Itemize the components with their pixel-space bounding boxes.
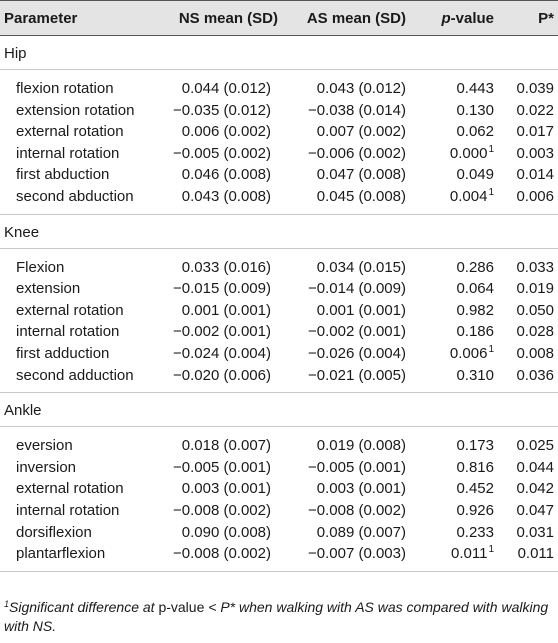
cell-as-mean: −0.014 (0.009) bbox=[308, 280, 406, 298]
cell-parameter: second adduction bbox=[16, 366, 134, 384]
p-value-text: 0.006 bbox=[449, 344, 488, 362]
cell-parameter: inversion bbox=[16, 458, 77, 476]
section-rows bbox=[0, 70, 558, 215]
header-p-rest: -value bbox=[450, 10, 494, 27]
table-row bbox=[0, 321, 558, 343]
significance-marker: 1 bbox=[488, 186, 494, 198]
cell-parameter: external rotation bbox=[16, 301, 124, 319]
p-value-text: 0.816 bbox=[456, 458, 494, 476]
p-value-text: 0.004 bbox=[449, 187, 488, 205]
cell-as-mean: 0.047 (0.008) bbox=[316, 166, 406, 184]
section-title: Hip bbox=[4, 45, 27, 62]
cell-p-value bbox=[456, 102, 494, 119]
table-row bbox=[0, 257, 558, 279]
cell-p-value bbox=[451, 545, 494, 562]
cell-as-mean: −0.002 (0.001) bbox=[308, 323, 406, 341]
table-row bbox=[0, 343, 558, 365]
cell-p-star: 0.050 bbox=[516, 301, 554, 319]
header-ns-mean: NS mean (SD) bbox=[178, 10, 278, 27]
cell-parameter: flexion rotation bbox=[16, 80, 114, 97]
cell-p-star: 0.039 bbox=[516, 80, 554, 97]
header-as-mean: AS mean (SD) bbox=[306, 10, 406, 27]
cell-as-mean: 0.089 (0.007) bbox=[316, 523, 406, 541]
cell-as-mean: −0.005 (0.001) bbox=[308, 458, 406, 476]
cell-ns-mean: 0.090 (0.008) bbox=[181, 523, 271, 541]
cell-p-value bbox=[456, 302, 494, 319]
section-header bbox=[0, 215, 558, 249]
cell-parameter: internal rotation bbox=[16, 144, 120, 162]
footnote bbox=[4, 598, 556, 636]
cell-p-star: 0.022 bbox=[516, 101, 554, 119]
table-row bbox=[0, 186, 558, 208]
section-title: Knee bbox=[4, 223, 40, 241]
cell-p-value bbox=[456, 367, 494, 384]
significance-marker: 1 bbox=[488, 544, 494, 556]
cell-p-value bbox=[456, 502, 494, 519]
cell-p-star: 0.017 bbox=[516, 123, 554, 141]
p-value-text: 0.049 bbox=[456, 166, 494, 184]
cell-ns-mean: 0.006 (0.002) bbox=[181, 123, 271, 141]
p-value-text: 0.064 bbox=[456, 280, 494, 298]
cell-as-mean: −0.007 (0.003) bbox=[308, 545, 406, 563]
cell-p-value bbox=[456, 80, 494, 97]
cell-p-value bbox=[456, 524, 494, 541]
cell-parameter: extension bbox=[16, 280, 81, 298]
cell-p-value bbox=[456, 437, 494, 454]
cell-ns-mean: 0.046 (0.008) bbox=[181, 166, 271, 184]
p-value-text: 0.000 bbox=[449, 144, 488, 162]
cell-parameter: second abduction bbox=[16, 187, 134, 205]
cell-parameter: plantarflexion bbox=[16, 545, 106, 563]
cell-ns-mean: −0.005 (0.002) bbox=[173, 144, 271, 162]
p-value-text: 0.310 bbox=[456, 366, 494, 384]
cell-as-mean: 0.034 (0.015) bbox=[316, 258, 406, 276]
cell-as-mean: −0.006 (0.002) bbox=[308, 144, 406, 162]
cell-parameter: internal rotation bbox=[16, 501, 120, 519]
p-value-text: 0.011 bbox=[451, 545, 488, 563]
cell-p-star: 0.011 bbox=[517, 545, 554, 563]
cell-p-value bbox=[456, 480, 494, 497]
table-row bbox=[0, 143, 558, 165]
header-p-star: P* bbox=[538, 10, 554, 27]
section-header bbox=[0, 393, 558, 427]
p-value-text: 0.173 bbox=[456, 437, 494, 455]
cell-p-star: 0.031 bbox=[516, 523, 554, 541]
cell-ns-mean: 0.033 (0.016) bbox=[181, 258, 271, 276]
cell-parameter: dorsiflexion bbox=[16, 523, 92, 541]
cell-p-star: 0.047 bbox=[516, 501, 554, 519]
cell-p-star: 0.036 bbox=[516, 366, 554, 384]
footnote-part3: < P* when walking with AS was compared with walking with NS. bbox=[4, 599, 549, 634]
cell-p-star: 0.006 bbox=[516, 187, 554, 205]
cell-as-mean: −0.026 (0.004) bbox=[308, 344, 406, 362]
cell-p-value bbox=[450, 188, 494, 205]
table-row bbox=[0, 278, 558, 300]
section-title: Ankle bbox=[4, 402, 42, 420]
p-value-text: 0.233 bbox=[456, 523, 494, 541]
cell-p-value bbox=[456, 323, 494, 340]
cell-parameter: extension rotation bbox=[16, 101, 135, 119]
significance-marker: 1 bbox=[488, 343, 494, 355]
table-row bbox=[0, 100, 558, 122]
table-row bbox=[0, 457, 558, 479]
section-header bbox=[0, 36, 558, 70]
section-rows bbox=[0, 427, 558, 572]
cell-as-mean: −0.008 (0.002) bbox=[308, 501, 406, 519]
cell-parameter: first abduction bbox=[16, 166, 110, 184]
cell-p-value bbox=[456, 280, 494, 297]
p-value-text: 0.130 bbox=[456, 101, 494, 119]
cell-as-mean: −0.021 (0.005) bbox=[308, 366, 406, 384]
cell-ns-mean: −0.020 (0.006) bbox=[173, 366, 271, 384]
table-row bbox=[0, 164, 558, 186]
cell-p-star: 0.025 bbox=[516, 437, 554, 455]
footnote-part2: p-value bbox=[158, 599, 205, 615]
cell-as-mean: 0.007 (0.002) bbox=[316, 123, 406, 141]
cell-p-star: 0.042 bbox=[516, 480, 554, 498]
footnote-part1: Significant difference at bbox=[9, 599, 159, 615]
cell-parameter: external rotation bbox=[16, 123, 124, 141]
table-header bbox=[0, 0, 558, 36]
cell-parameter: first adduction bbox=[16, 344, 110, 362]
cell-ns-mean: 0.043 (0.008) bbox=[181, 187, 271, 205]
cell-p-star: 0.014 bbox=[516, 166, 554, 184]
cell-ns-mean: 0.003 (0.001) bbox=[181, 480, 271, 498]
cell-ns-mean: −0.005 (0.001) bbox=[173, 458, 271, 476]
cell-parameter: eversion bbox=[16, 437, 73, 455]
cell-p-star: 0.033 bbox=[516, 258, 554, 276]
table-row bbox=[0, 435, 558, 457]
cell-ns-mean: 0.044 (0.012) bbox=[181, 80, 271, 97]
cell-p-value bbox=[456, 459, 494, 476]
cell-ns-mean: 0.018 (0.007) bbox=[181, 437, 271, 455]
table-row bbox=[0, 365, 558, 387]
p-value-text: 0.982 bbox=[456, 301, 494, 319]
cell-as-mean: 0.003 (0.001) bbox=[316, 480, 406, 498]
cell-ns-mean: 0.001 (0.001) bbox=[181, 301, 271, 319]
cell-p-star: 0.019 bbox=[516, 280, 554, 298]
cell-p-value bbox=[450, 145, 494, 162]
table-row bbox=[0, 500, 558, 522]
header-p-value bbox=[441, 10, 494, 27]
cell-ns-mean: −0.008 (0.002) bbox=[173, 501, 271, 519]
cell-parameter: internal rotation bbox=[16, 323, 120, 341]
footnote-marker: 1 bbox=[4, 599, 10, 609]
cell-as-mean: 0.045 (0.008) bbox=[316, 187, 406, 205]
cell-as-mean: −0.038 (0.014) bbox=[308, 101, 406, 119]
cell-ns-mean: −0.024 (0.004) bbox=[173, 344, 271, 362]
p-value-text: 0.186 bbox=[456, 323, 494, 341]
cell-ns-mean: −0.035 (0.012) bbox=[173, 101, 271, 119]
header-parameter: Parameter bbox=[4, 10, 78, 27]
cell-as-mean: 0.001 (0.001) bbox=[316, 301, 406, 319]
table-row bbox=[0, 121, 558, 143]
cell-p-star: 0.044 bbox=[516, 458, 554, 476]
cell-parameter: external rotation bbox=[16, 480, 124, 498]
cell-p-value bbox=[456, 166, 494, 183]
significance-marker: 1 bbox=[488, 143, 494, 155]
cell-as-mean: 0.043 (0.012) bbox=[316, 80, 406, 97]
p-value-text: 0.443 bbox=[456, 80, 494, 97]
table-row bbox=[0, 543, 558, 565]
cell-p-star: 0.028 bbox=[516, 323, 554, 341]
section-rows bbox=[0, 249, 558, 394]
p-value-text: 0.286 bbox=[456, 258, 494, 276]
cell-ns-mean: −0.002 (0.001) bbox=[173, 323, 271, 341]
table-row bbox=[0, 78, 558, 100]
cell-parameter: Flexion bbox=[16, 258, 65, 276]
table-row bbox=[0, 300, 558, 322]
table-row bbox=[0, 478, 558, 500]
p-value-text: 0.062 bbox=[456, 123, 494, 141]
p-value-text: 0.926 bbox=[456, 501, 494, 519]
cell-p-value bbox=[456, 123, 494, 140]
cell-p-star: 0.003 bbox=[516, 144, 554, 162]
cell-p-value bbox=[456, 259, 494, 276]
cell-as-mean: 0.019 (0.008) bbox=[316, 437, 406, 455]
header-p-italic: p bbox=[441, 10, 451, 27]
table-row bbox=[0, 522, 558, 544]
cell-ns-mean: −0.015 (0.009) bbox=[173, 280, 271, 298]
cell-ns-mean: −0.008 (0.002) bbox=[173, 545, 271, 563]
table-body bbox=[0, 36, 558, 572]
cell-p-star: 0.008 bbox=[516, 344, 554, 362]
p-value-text: 0.452 bbox=[456, 480, 494, 498]
cell-p-value bbox=[450, 345, 494, 362]
